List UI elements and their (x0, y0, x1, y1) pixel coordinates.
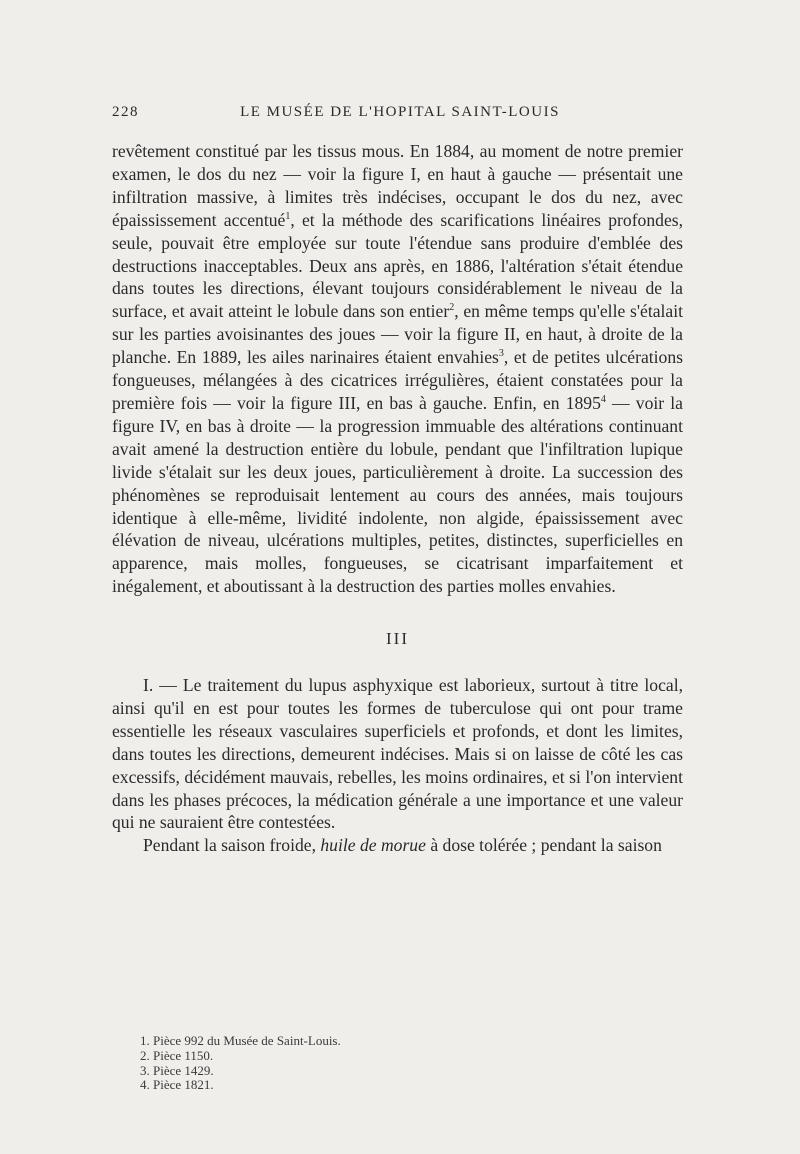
footnote: 2. Pièce 1150. (140, 1047, 214, 1063)
text-span: , et la méthode des scarifications linéaires profondes, seule, pouvait être employée sur toute l'étendue sans produire d'emblée des destructions inacceptables. Deux ans après, en 1886, l'altération s'était étendue dans toutes les directions, élevant toujours considérablement le niveau de la surface, et avait atteint le lobule dans son entier (112, 209, 683, 322)
footnote: 3. Pièce 1429. (140, 1062, 214, 1078)
italic-term: huile de morue (320, 835, 426, 856)
text-span: — voir la figure IV, en bas à droite — la progression immuable des altérations continuant avait amené la destruction entière du lobule, pendant que l'infiltration lupique livide s'étalait sur les deux joues, particulièrement à droite. La succession des phénomènes se reproduisait lentement au cours des années, mais toujours identique à elle-même, lividité indolente, non algide, épaississement avec élévation de niveau, ulcérations multiples, petites, distinctes, superficielles en apparence, mais molles, fongueuses, se cicatrisant imparfaitement et inégalement, et aboutissant à la destruction des parties molles envahies. (112, 392, 683, 597)
page-number: 228 (112, 104, 139, 120)
footnote-ref: 2 (449, 302, 455, 314)
running-title: LE MUSÉE DE L'HOPITAL SAINT-LOUIS (240, 104, 560, 120)
paragraph-season (112, 834, 683, 857)
text-span: revêtement constitué par les tissus mous. En 1884, au moment de notre premier examen, le dos du nez — voir la figure I, en haut à gauche — présentait une infiltration massive, à limites très indécises, occupant le dos du nez, avec épaississement accentué (112, 141, 683, 230)
text-span: Pendant la saison froide, (143, 835, 321, 856)
text-span: , en même temps qu'elle s'étalait sur les parties avoisinantes des joues — voir la figure II, en haut, à droite de la planche. En 1889, les ailes narinaires étaient envahies (112, 301, 683, 368)
footnote: 1. Pièce 992 du Musée de Saint-Louis. (140, 1033, 341, 1048)
footnote: 4. Pièce 1821. (140, 1077, 214, 1093)
text-span: , et de petites ulcérations fongueuses, mélangées à des cicatrices irrégulières, étaient constatées pour la première fois — voir la figure III, en bas à gauche. Enfin, en 1895 (112, 347, 683, 413)
main-text (112, 140, 683, 857)
paragraph-treatment: I. — Le traitement du lupus asphyxique est laborieux, surtout à titre local, ainsi qu'il en est pour toutes les formes de tuberculose qui ont pour trame essentielle les réseaux vasculaires superficiels et profonds, et dont les limites, dans toutes les directions, demeurent indécises. Mais si on laisse de côté les cas excessifs, décidément mauvais, rebelles, les moins ordinaires, et si l'on intervient dans les phases précoces, la médication générale a une importance et une valeur qui ne sauraient être contestées. (112, 675, 683, 833)
section-heading: III (386, 629, 409, 649)
footnote-ref: 3 (498, 348, 504, 360)
paragraph-case-description (112, 140, 683, 598)
footnote-ref: 1 (285, 210, 291, 222)
text-span: à dose tolérée ; pendant la saison (425, 835, 662, 856)
footnote-ref: 4 (600, 393, 606, 405)
footnotes (140, 1034, 640, 1093)
page-header (112, 104, 688, 124)
